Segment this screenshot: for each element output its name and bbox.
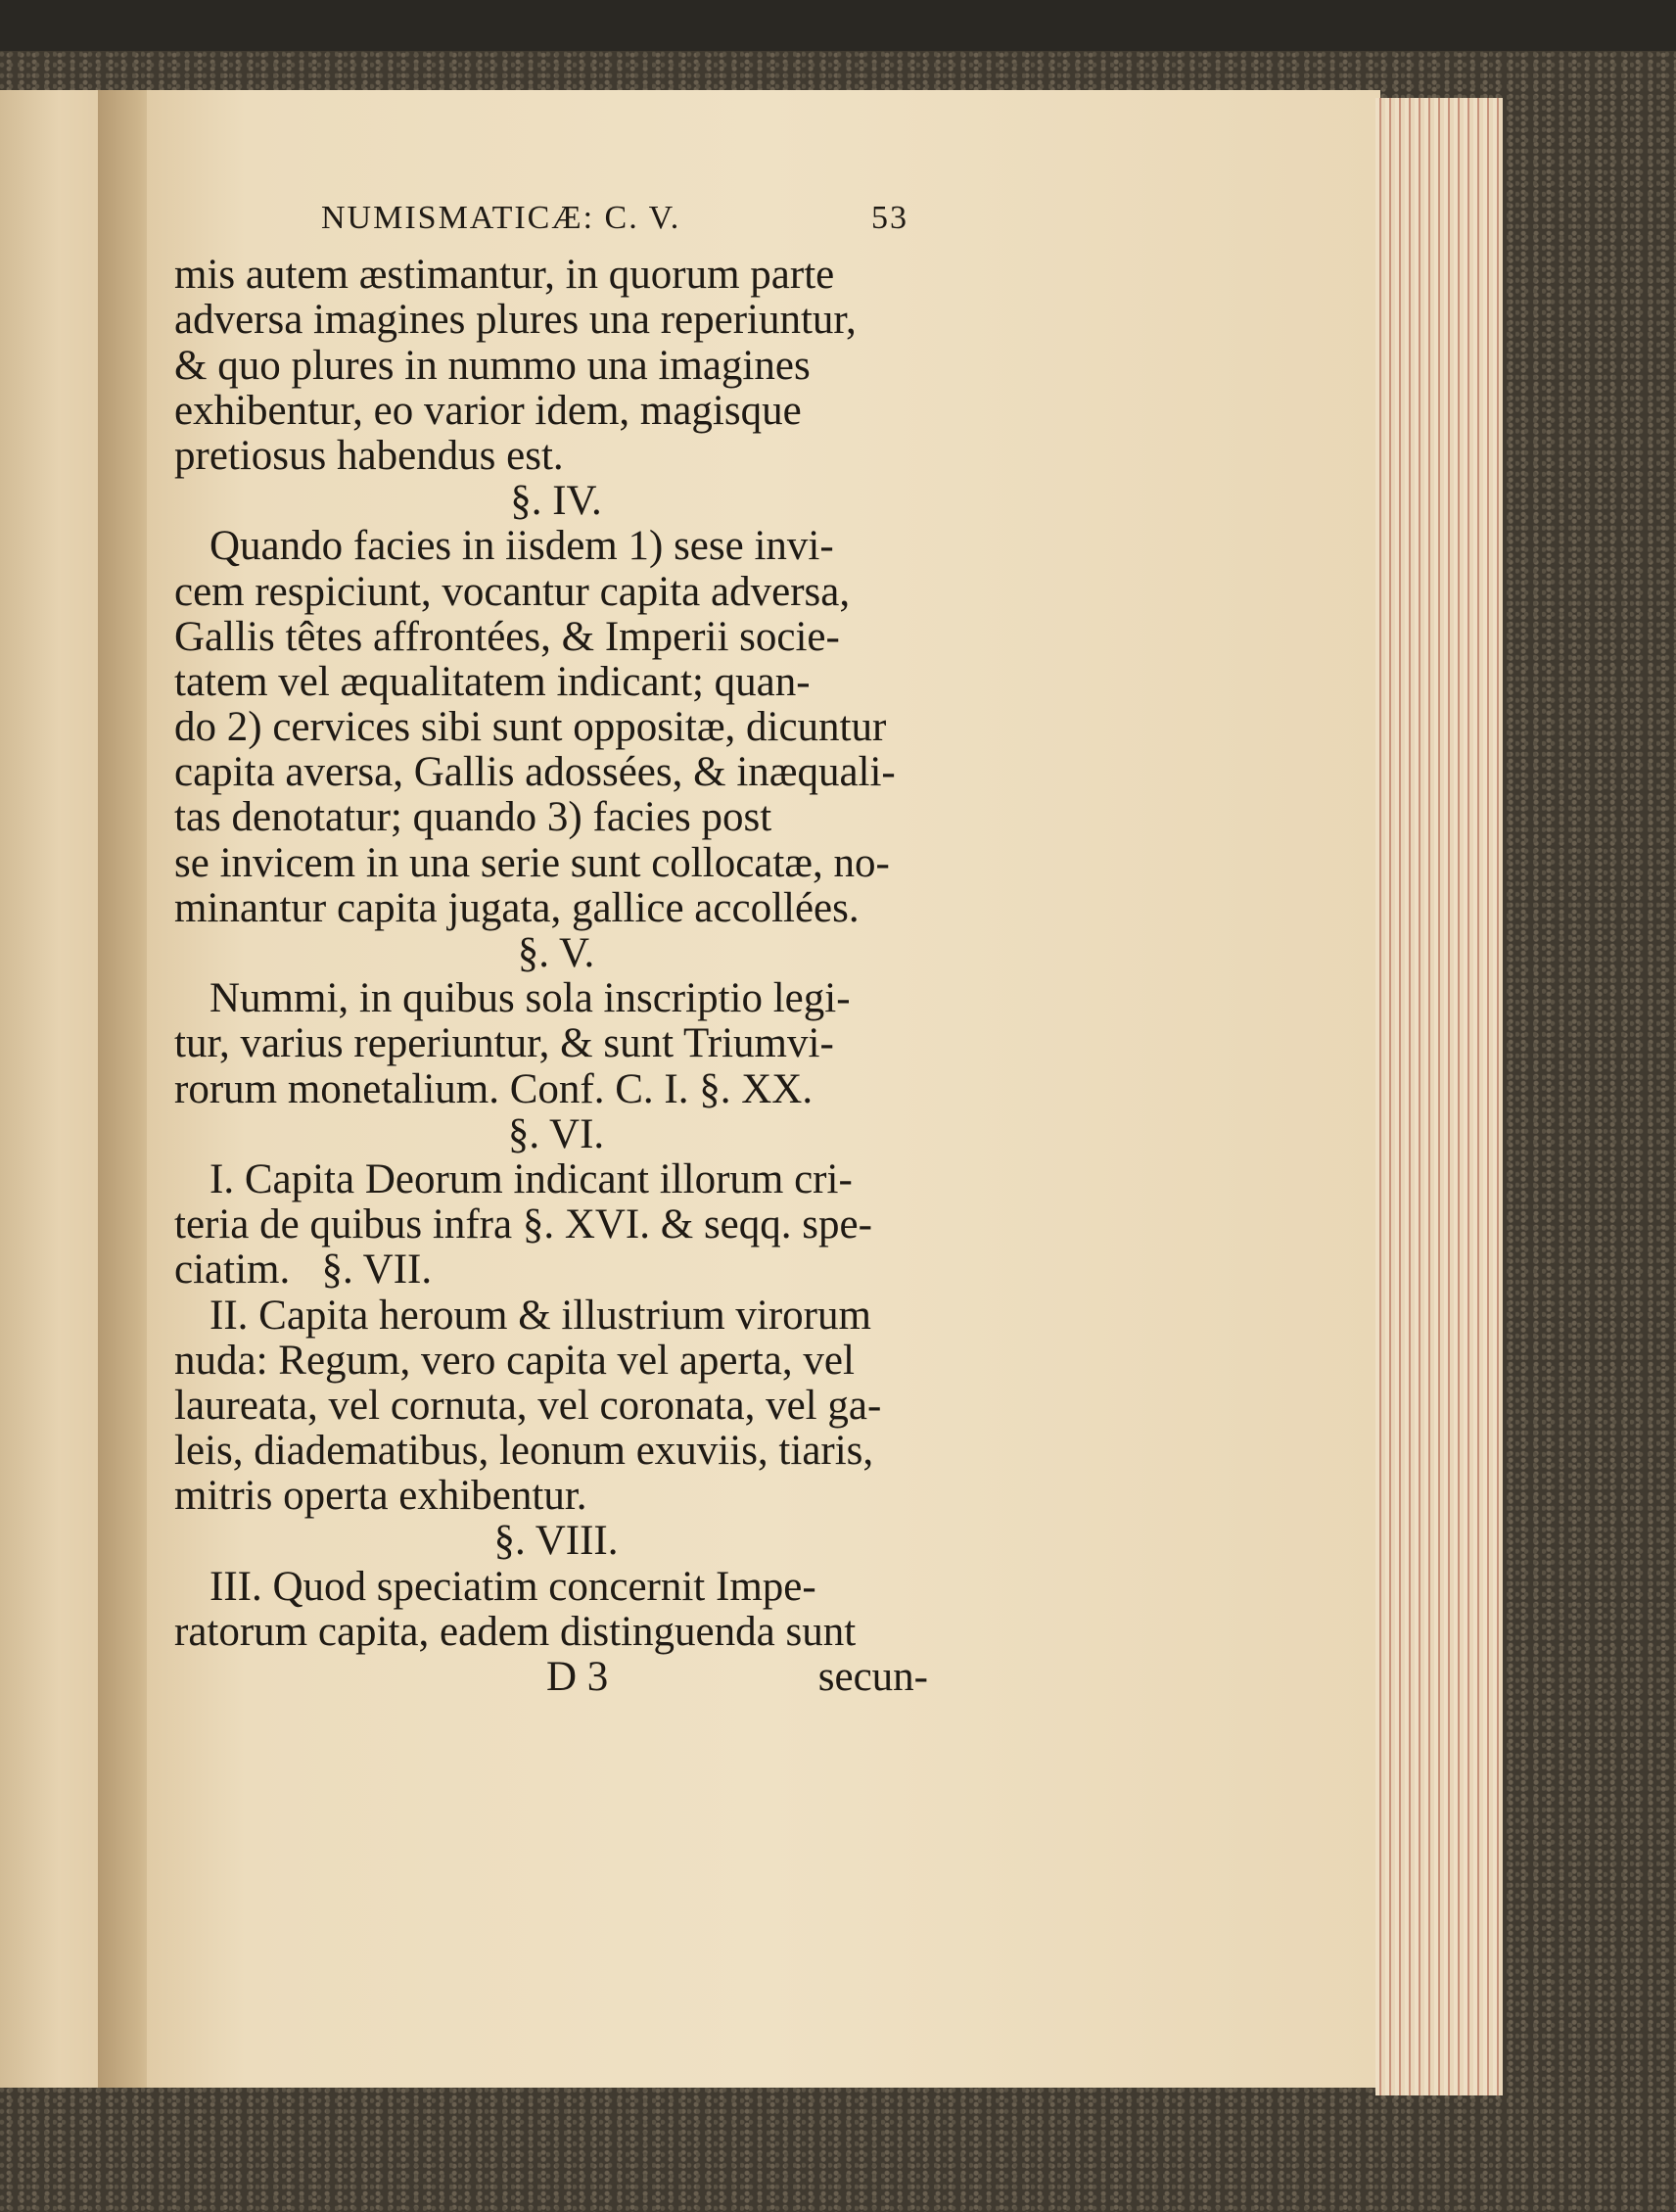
text-line: ciatim. §. VII. [174, 1247, 433, 1294]
catchword: secun- [817, 1654, 928, 1700]
section-heading: §. VI. [507, 1110, 605, 1157]
section-heading: §. V. [517, 930, 595, 976]
text-line: exhibentur, eo varior idem, magisque [174, 387, 802, 434]
text-line: teria de quibus infra §. XVI. & seqq. spe- [174, 1201, 872, 1248]
text-line: do 2) cervices sibi sunt oppositæ, dicuntur [174, 704, 887, 751]
text-line: mitris operta exhibentur. [174, 1473, 587, 1520]
text-line: leis, diadematibus, leonum exuviis, tiaris, [174, 1428, 874, 1475]
body-text [174, 253, 938, 1655]
running-title: NUMISMATICÆ: C. V. [321, 200, 681, 236]
text-line: rorum monetalium. Conf. C. I. §. XX. [174, 1065, 814, 1112]
page-number: 53 [871, 200, 908, 236]
text-line: tatem vel æqualitatem indicant; quan- [174, 658, 811, 705]
text-line: tas denotatur; quando 3) facies post [174, 794, 772, 841]
section-heading: §. VIII. [493, 1518, 619, 1565]
text-line: se invicem in una serie sunt collocatæ, no- [174, 839, 890, 886]
running-header [174, 196, 938, 241]
text-line: laureata, vel cornuta, vel coronata, vel ga- [174, 1382, 882, 1429]
text-line: Quando facies in iisdem 1) sese invi- [210, 523, 834, 570]
text-line: III. Quod speciatim concernit Impe- [210, 1563, 816, 1610]
text-line: capita aversa, Gallis adossées, & inæquali- [174, 749, 896, 796]
text-line: Gallis têtes affrontées, & Imperii socie- [174, 613, 840, 660]
text-line: I. Capita Deorum indicant illorum cri- [210, 1155, 853, 1202]
page-footer [174, 1655, 938, 1700]
signature-mark: D 3 [546, 1654, 609, 1700]
text-line: & quo plures in nummo una imagines [174, 342, 811, 389]
section-heading: §. IV. [510, 478, 602, 525]
page-text [174, 196, 938, 1700]
text-line: tur, varius reperiuntur, & sunt Triumvi- [174, 1020, 834, 1067]
page-edges [1375, 98, 1503, 2095]
text-line: minantur capita jugata, gallice accollées. [174, 884, 860, 931]
text-line: mis autem æstimantur, in quorum parte [174, 252, 835, 299]
text-line: II. Capita heroum & illustrium virorum [210, 1292, 871, 1339]
text-line: Nummi, in quibus sola inscriptio legi- [210, 975, 851, 1022]
text-line: pretiosus habendus est. [174, 432, 564, 479]
text-line: adversa imagines plures una reperiuntur, [174, 297, 857, 344]
text-line: ratorum capita, eadem distinguenda sunt [174, 1608, 857, 1655]
text-line: cem respiciunt, vocantur capita adversa, [174, 568, 851, 615]
text-line: nuda: Regum, vero capita vel aperta, vel [174, 1337, 855, 1384]
